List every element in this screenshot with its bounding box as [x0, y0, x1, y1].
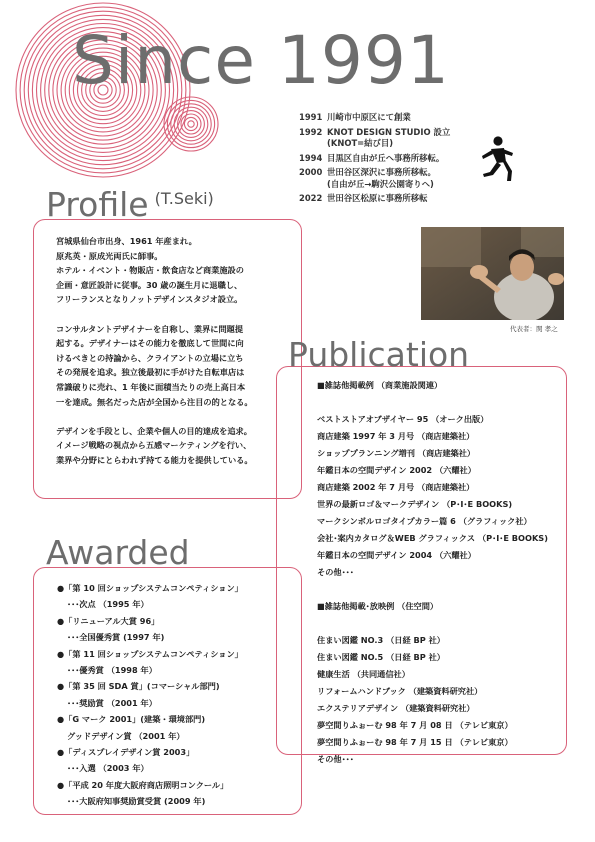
profile-heading: Profile: [46, 185, 149, 224]
profile-line: イメージ戦略の視点から五感マーケティングを行い、: [56, 440, 252, 451]
publication-list: [317, 377, 557, 768]
timeline-year: 1992: [299, 126, 323, 137]
publication-item: 年鑑日本の空間デザイン 2002 （六耀社）: [317, 465, 476, 475]
profile-paragraph: [56, 322, 291, 410]
profile-title: [46, 185, 214, 224]
publication-title: Publication: [288, 335, 470, 374]
publication-item: 会社･案内カタログ＆WEB グラフィックス （P･I･E BOOKS): [317, 533, 548, 543]
profile-line: 原兆英・原成光両氏に師事。: [56, 250, 163, 261]
timeline-text: 目黒区自由が丘へ事務所移転。: [327, 152, 445, 163]
timeline-text: 世田谷区松原に事務所移転: [327, 193, 428, 203]
award-name: ●「第 10 回ショップシステムコンペティション」: [57, 583, 243, 593]
timeline-row: [299, 193, 450, 205]
timeline-text: KNOT DESIGN STUDIO 設立 (KNOT=結び目): [327, 126, 451, 148]
profile-line: 業界や分野にとらわれず持てる能力を提供している。: [56, 454, 253, 465]
publication-item: その他･･･: [317, 754, 354, 764]
award-item: [57, 777, 295, 810]
award-item: [57, 678, 295, 711]
publication-item: エクステリアデザイン （建築資料研究社）: [317, 703, 475, 713]
publication-item: 商店建築 1997 年 3 月号 （商店建築社）: [317, 431, 475, 441]
publication-heading: ■雑誌他掲載･放映例 （住空間）: [317, 601, 439, 611]
decorative-ring: [188, 121, 194, 127]
publication-item: 住まい図鑑 NO.5 （日経 BP 社）: [317, 652, 445, 662]
award-detail: ･･･次点 （1995 年）: [67, 599, 149, 610]
profile-text: [56, 234, 291, 468]
decorative-ring: [178, 111, 205, 138]
publication-item: ショッププランニング増刊 （商店建築社）: [317, 448, 476, 458]
publication-item: ベストストアオブザイヤー 95 （オーク出版）: [317, 414, 489, 424]
award-name: ●「G マーク 2001」(建築・環境部門): [57, 714, 206, 725]
award-item: [57, 613, 295, 646]
spacer: [317, 581, 557, 598]
publication-item: リフォームハンドブック （建築資料研究社）: [317, 686, 483, 696]
profile-line: 企画・意匠設計に従事。30 歳の誕生月に退職し、: [56, 279, 243, 290]
publication-item: 健康生活 （共同通信社）: [317, 669, 410, 679]
profile-line: ホテル・イベント・物販店・飲食店など商業施設の: [56, 265, 244, 276]
profile-line: 宮城県仙台市出身、1961 年産まれ。: [56, 236, 197, 246]
profile-subtitle: (T.Seki): [154, 189, 214, 208]
small-circle-decoration: [164, 97, 218, 151]
award-item: [57, 744, 295, 777]
timeline-row: [299, 112, 450, 124]
awarded-title: Awarded: [46, 533, 190, 572]
award-name: ●「リニューアル大賞 96」: [57, 615, 160, 626]
running-man-icon: [475, 136, 517, 184]
publication-item: 住まい図鑑 NO.3 （日経 BP 社）: [317, 635, 445, 645]
award-item: [57, 646, 295, 679]
award-item: [57, 580, 295, 613]
timeline-text: 世田谷区深沢に事務所移転。 (自由が丘→駒沢公園寄りへ): [327, 167, 436, 189]
award-item: [57, 711, 295, 744]
timeline-row: [299, 153, 450, 165]
profile-line: コンサルタントデザイナーを自称し、業界に問題提: [56, 323, 244, 334]
timeline-year: 2022: [299, 193, 323, 203]
timeline-row: [299, 167, 450, 190]
profile-paragraph: [56, 424, 291, 468]
history-timeline: [299, 112, 450, 208]
profile-paragraph: [56, 234, 291, 307]
profile-line: その発展を追求。独立後最初に手がけた自転車店は: [56, 367, 245, 378]
award-name: ●「ディスプレイデザイン賞 2003」: [57, 747, 195, 758]
profile-line: けるべきとの持論から、クライアントの立場に立ち: [56, 352, 244, 363]
spacer: [317, 394, 557, 411]
timeline-year: 1991: [299, 112, 323, 122]
award-name: ●「第 11 回ショップシステムコンペティション」: [57, 648, 243, 659]
timeline-text: 川崎市中原区にて創業: [327, 112, 411, 122]
award-detail: ･･･優秀賞 （1998 年）: [67, 665, 157, 676]
publication-item: 商店建築 2002 年 7 月号 （商店建築社）: [317, 482, 475, 492]
publication-item: 年鑑日本の空間デザイン 2004 （六耀社）: [317, 550, 476, 560]
profile-line: 常識破りに売れ、1 年後に面積当たりの売上高日本: [56, 381, 246, 392]
award-detail: ･･･全国優秀賞 (1997 年): [67, 632, 165, 643]
awards-list: [57, 580, 295, 810]
decorative-ring: [174, 107, 208, 141]
publication-heading: ■雑誌他掲載例 （商業施設関連）: [317, 380, 443, 390]
publication-item: その他･･･: [317, 567, 354, 577]
decorative-ring: [184, 117, 197, 130]
award-detail: グッドデザイン賞 （2001 年）: [67, 730, 185, 741]
award-detail: ･･･奨励賞 （2001 年）: [67, 697, 157, 708]
award-name: ●「平成 20 年度大阪府商店照明コンクール」: [57, 779, 229, 790]
spacer: [317, 615, 557, 632]
profile-line: フリーランスとなりノットデザインスタジオ設立。: [56, 294, 243, 305]
award-detail: ･･･入選 （2003 年）: [67, 763, 149, 774]
decorative-ring: [164, 97, 218, 151]
photo-caption: 代表者：関 孝之: [510, 325, 558, 333]
decorative-ring: [171, 104, 211, 144]
profile-line: 起する。デザイナーはその能力を徹底して世間に向: [56, 338, 244, 349]
timeline-year: 2000: [299, 167, 323, 177]
timeline-row: [299, 127, 450, 150]
timeline-year: 1994: [299, 152, 323, 163]
publication-item: 夢空間りふぉーむ 98 年 7 月 08 日 （テレビ東京）: [317, 720, 513, 730]
award-name: ●「第 35 回 SDA 賞」(コマーシャル部門): [57, 681, 220, 692]
publication-item: 夢空間りふぉーむ 98 年 7 月 15 日 （テレビ東京）: [317, 737, 513, 747]
publication-item: マークシンボルロゴタイプカラー篇 6 （グラフィック社）: [317, 516, 532, 526]
profile-line: デザインを手段とし、企業や個人の目的達成を追求。: [56, 425, 252, 436]
award-detail: ･･･大阪府知事奨励賞受賞 (2009 年): [67, 796, 206, 807]
profile-line: 一を達成。無名だった店が全国から注目の的となる。: [56, 396, 253, 407]
publication-item: 世界の最新ロゴ＆マークデザイン （P･I･E BOOKS): [317, 499, 513, 509]
representative-photo: [421, 227, 564, 320]
page-title: Since 1991: [72, 22, 450, 99]
